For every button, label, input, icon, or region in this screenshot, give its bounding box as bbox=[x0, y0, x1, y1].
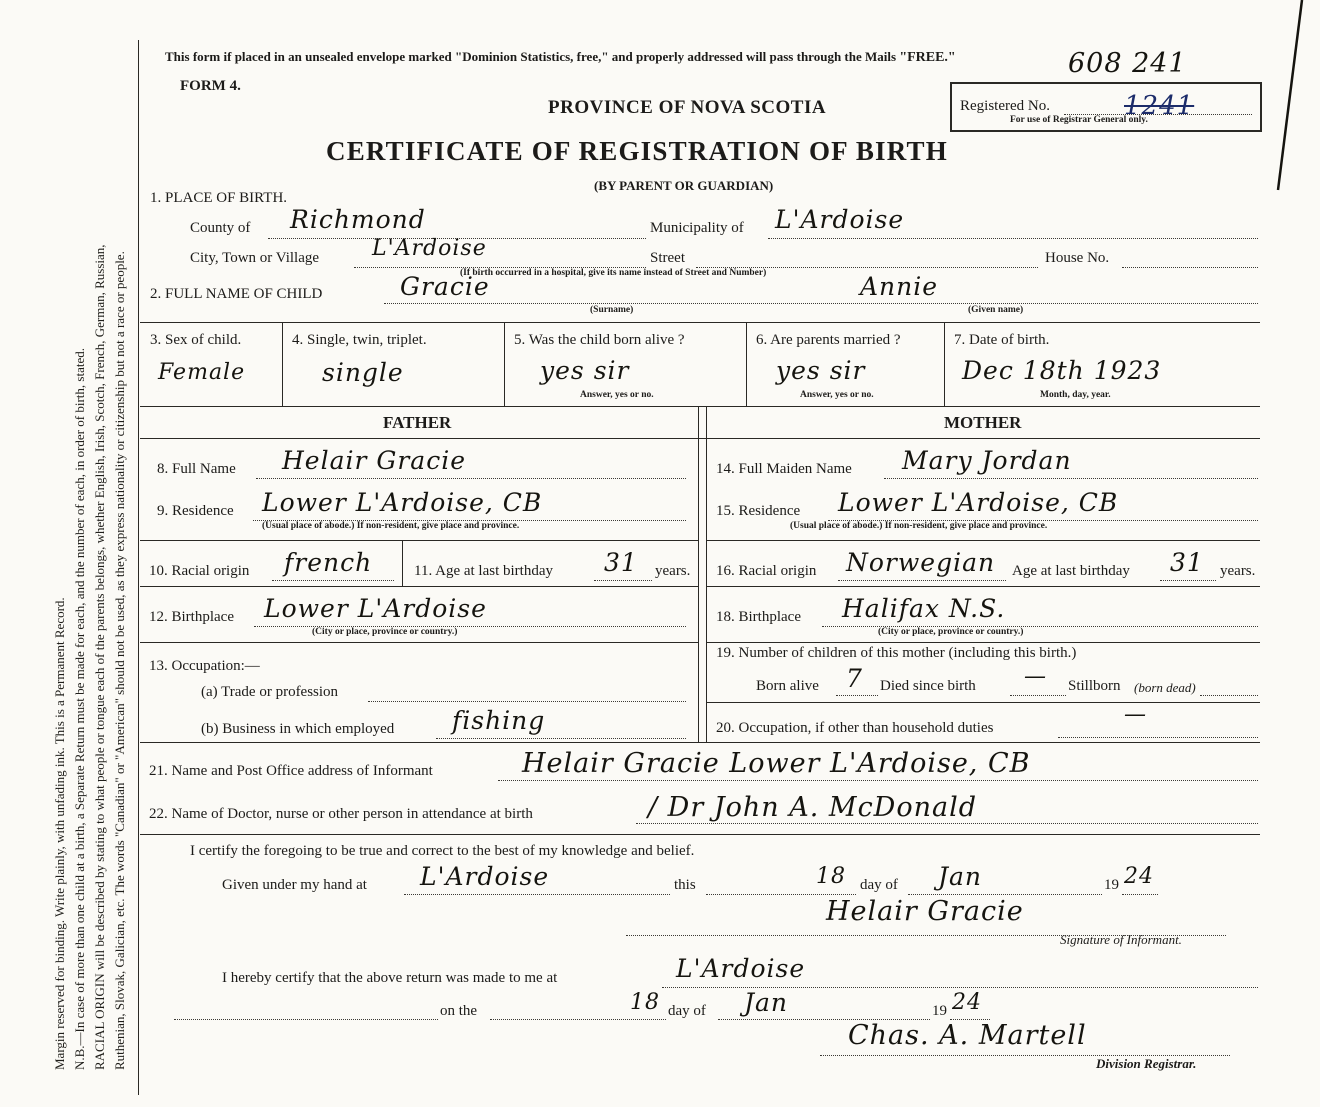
mail-notice: This form if placed in an unsealed envelope marked "Dominion Statistics, free," and properly addressed will pass through the Mails "FREE." bbox=[165, 49, 956, 65]
date-of-birth-caption: Month, day, year. bbox=[1040, 390, 1111, 400]
father-birthplace-label: 12. Birthplace bbox=[149, 609, 234, 625]
mother-racial-origin-value: Norwegian bbox=[846, 548, 996, 577]
child-given-name-value: Annie bbox=[860, 272, 939, 301]
child-surname-value: Gracie bbox=[400, 272, 490, 301]
mother-birthplace-value: Halifax N.S. bbox=[842, 594, 1006, 623]
mother-residence-label: 15. Residence bbox=[716, 503, 801, 519]
certify-month-value: Jan bbox=[938, 862, 983, 891]
province-heading: PROVINCE OF NOVA SCOTIA bbox=[548, 97, 827, 118]
father-residence-label: 9. Residence bbox=[157, 503, 234, 519]
born-alive-label: 5. Was the child born alive ? bbox=[514, 332, 685, 348]
father-age-label: 11. Age at last birthday bbox=[414, 563, 553, 579]
registered-box bbox=[950, 82, 1262, 132]
sex-value: Female bbox=[158, 360, 246, 385]
certificate-subtitle: (BY PARENT OR GUARDIAN) bbox=[594, 178, 774, 193]
registrar-on-the-label: on the bbox=[440, 1003, 478, 1019]
mother-residence-caption: (Usual place of abode.) If non-resident, give place and province. bbox=[790, 521, 1048, 531]
margin-multiple-birth-note: N.B.—In case of more than one child at a birth, a Separate Return must be made for each, and the number of each, in order of birth, stated. bbox=[72, 348, 87, 1070]
margin-binding-note: Margin reserved for binding. Write plainly, with unfading ink. This is a Permanent Record. bbox=[52, 597, 67, 1070]
form-label: FORM 4. bbox=[180, 78, 241, 94]
city-value: L'Ardoise bbox=[372, 236, 487, 261]
registrar-day-of-label: day of bbox=[668, 1003, 706, 1019]
registrar-place-value: L'Ardoise bbox=[676, 954, 806, 983]
father-birthplace-value: Lower L'Ardoise bbox=[264, 594, 487, 623]
born-alive-count-value: 7 bbox=[846, 664, 863, 693]
father-residence-value: Lower L'Ardoise, CB bbox=[262, 488, 543, 517]
stillborn-label: Stillborn bbox=[1068, 678, 1121, 694]
father-racial-origin-value: french bbox=[284, 548, 373, 577]
father-occupation-label: 13. Occupation:— bbox=[149, 658, 260, 674]
parents-married-value: yes sir bbox=[776, 356, 866, 385]
mother-age-label: Age at last birthday bbox=[1012, 563, 1130, 579]
registrar-year-value: 24 bbox=[952, 990, 982, 1015]
parents-married-caption: Answer, yes or no. bbox=[800, 390, 874, 400]
certify-day-of-label: day of bbox=[860, 877, 898, 893]
mother-age-value: 31 bbox=[1170, 548, 1204, 577]
hospital-note: (If birth occurred in a hospital, give its name instead of Street and Number) bbox=[460, 268, 767, 278]
doctor-value: / Dr John A. McDonald bbox=[648, 792, 977, 823]
single-twin-label: 4. Single, twin, triplet. bbox=[292, 332, 427, 348]
mother-birthplace-label: 18. Birthplace bbox=[716, 609, 801, 625]
given-name-caption: (Given name) bbox=[968, 305, 1024, 315]
certify-statement: I certify the foregoing to be true and correct to the best of my knowledge and belief. bbox=[190, 843, 695, 859]
county-label: County of bbox=[190, 220, 251, 236]
city-label: City, Town or Village bbox=[190, 250, 320, 266]
father-trade-label: (a) Trade or profession bbox=[201, 684, 339, 700]
mother-occupation-label: 20. Occupation, if other than household duties bbox=[716, 720, 994, 736]
mother-children-count-label: 19. Number of children of this mother (including this birth.) bbox=[716, 645, 1077, 661]
house-number-label: House No. bbox=[1045, 250, 1110, 266]
registrar-day-value: 18 bbox=[630, 990, 660, 1015]
mother-racial-origin-label: 16. Racial origin bbox=[716, 563, 817, 579]
father-business-label: (b) Business in which employed bbox=[201, 721, 395, 737]
father-residence-caption: (Usual place of abode.) If non-resident, give place and province. bbox=[262, 521, 520, 531]
informant-signature: Helair Gracie bbox=[826, 896, 1024, 927]
this-label: this bbox=[674, 877, 696, 893]
doctor-label: 22. Name of Doctor, nurse or other person in attendance at birth bbox=[149, 806, 533, 822]
father-age-value: 31 bbox=[604, 548, 638, 577]
municipality-value: L'Ardoise bbox=[775, 205, 905, 234]
father-racial-origin-label: 10. Racial origin bbox=[149, 563, 250, 579]
street-label: Street bbox=[650, 250, 685, 266]
father-heading: FATHER bbox=[383, 413, 452, 432]
given-under-hand-label: Given under my hand at bbox=[222, 877, 367, 893]
informant-value: Helair Gracie Lower L'Ardoise, CB bbox=[522, 748, 1031, 779]
registered-label: Registered No. bbox=[960, 98, 1050, 114]
child-name-label: 2. FULL NAME OF CHILD bbox=[150, 286, 323, 302]
surname-caption: (Surname) bbox=[590, 305, 634, 315]
single-twin-value: single bbox=[322, 358, 404, 387]
given-place-value: L'Ardoise bbox=[420, 862, 550, 891]
date-of-birth-label: 7. Date of birth. bbox=[954, 332, 1050, 348]
born-alive-value: yes sir bbox=[540, 356, 630, 385]
registrar-month-value: Jan bbox=[744, 988, 789, 1017]
registered-number: 1241 bbox=[1124, 91, 1195, 121]
place-of-birth-label: 1. PLACE OF BIRTH. bbox=[150, 190, 288, 206]
died-since-birth-value: — bbox=[1024, 664, 1047, 689]
father-name-label: 8. Full Name bbox=[157, 461, 236, 477]
certify-year-prefix: 19 bbox=[1104, 877, 1119, 893]
registered-note: For use of Registrar General only. bbox=[1010, 115, 1148, 125]
informant-label: 21. Name and Post Office address of Informant bbox=[149, 763, 433, 779]
died-since-birth-label: Died since birth bbox=[880, 678, 976, 694]
margin-racial-origin-note: RACIAL ORIGIN will be described by stating to what people or tongue each of the parents belongs, whether English, Irish, Scotch, French, German, Russian, bbox=[92, 244, 107, 1070]
binding-line bbox=[138, 40, 139, 1095]
mother-residence-value: Lower L'Ardoise, CB bbox=[838, 488, 1119, 517]
registrar-year-prefix: 19 bbox=[932, 1003, 947, 1019]
certificate-title: CERTIFICATE OF REGISTRATION OF BIRTH bbox=[326, 136, 948, 166]
father-birthplace-caption: (City or place, province or country.) bbox=[312, 627, 458, 637]
stillborn-caption: (born dead) bbox=[1134, 680, 1196, 695]
division-registrar-caption: Division Registrar. bbox=[1096, 1056, 1197, 1071]
mother-birthplace-caption: (City or place, province or country.) bbox=[878, 627, 1024, 637]
father-age-unit: years. bbox=[655, 563, 691, 579]
certify-year-value: 24 bbox=[1124, 864, 1154, 889]
file-number: 608 241 bbox=[1068, 48, 1187, 79]
mother-heading: MOTHER bbox=[944, 413, 1022, 432]
certify-day-value: 18 bbox=[816, 864, 846, 889]
mother-age-unit: years. bbox=[1220, 563, 1256, 579]
date-of-birth-value: Dec 18th 1923 bbox=[962, 356, 1162, 385]
born-alive-count-label: Born alive bbox=[756, 678, 819, 694]
informant-signature-caption: Signature of Informant. bbox=[1060, 932, 1182, 947]
sex-label: 3. Sex of child. bbox=[150, 332, 242, 348]
mother-maiden-name-value: Mary Jordan bbox=[902, 446, 1072, 475]
municipality-label: Municipality of bbox=[650, 220, 744, 236]
county-value: Richmond bbox=[290, 205, 426, 234]
mother-name-label: 14. Full Maiden Name bbox=[716, 461, 852, 477]
registrar-signature: Chas. A. Martell bbox=[848, 1020, 1087, 1051]
mother-occupation-value: — bbox=[1124, 702, 1147, 727]
father-business-value: fishing bbox=[452, 706, 546, 735]
father-name-value: Helair Gracie bbox=[282, 446, 467, 475]
margin-racial-origin-note-cont: Ruthenian, Slovak, Galician, etc. The words "Canadian" or "American" should not be used, as they express nationality or citizenship but not a race or people. bbox=[112, 251, 127, 1070]
pen-stroke-mark bbox=[1250, 0, 1310, 200]
born-alive-caption: Answer, yes or no. bbox=[580, 390, 654, 400]
parents-married-label: 6. Are parents married ? bbox=[756, 332, 901, 348]
registrar-statement: I hereby certify that the above return was made to me at bbox=[222, 970, 558, 986]
